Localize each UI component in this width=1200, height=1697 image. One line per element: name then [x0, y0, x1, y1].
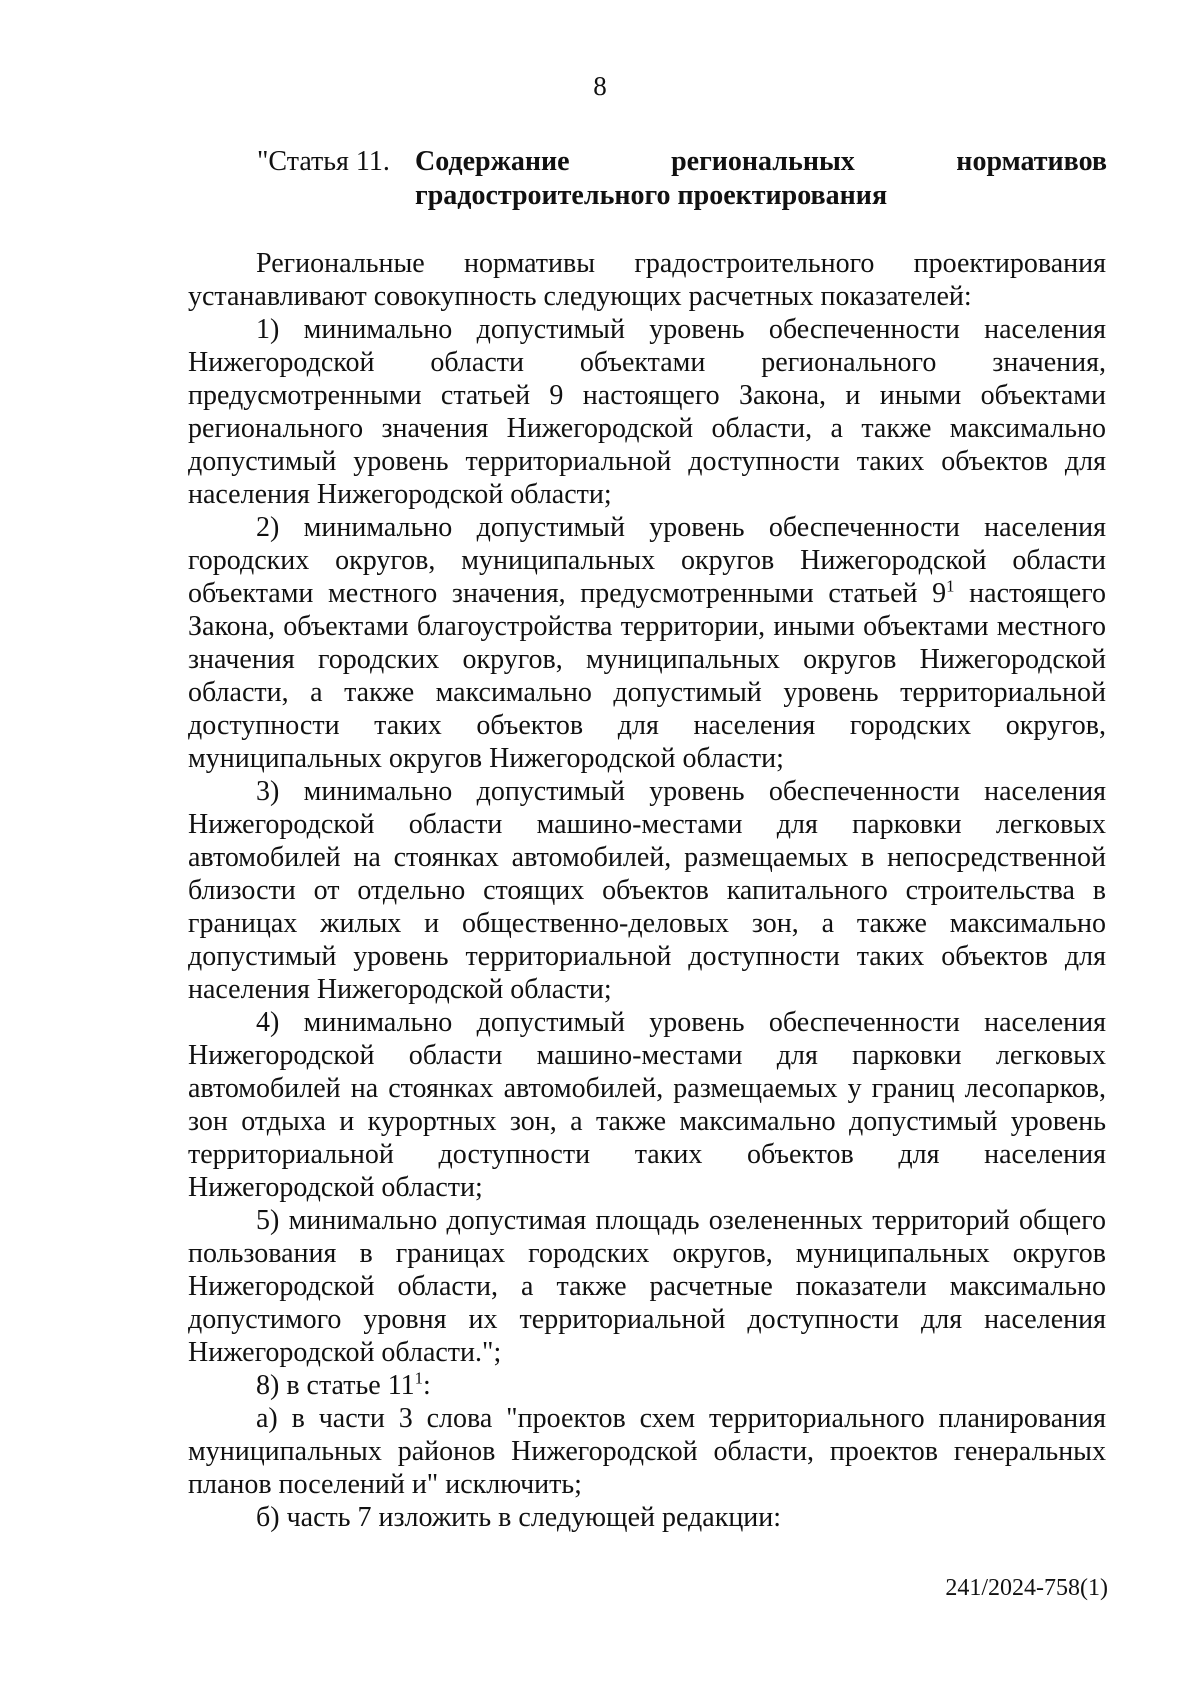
list-item-1: 1) минимально допустимый уровень обеспеченности населения Нижегородской области объектами регионального значения, предусмотренными статьей 9 настоящего Закона, и иными объектами регионального значения Нижегородской области, а также максимально допустимый уровень территориальной доступности таких объектов для населения Нижегородской области;: [188, 314, 1106, 510]
article-title-line-2: градостроительного проектирования: [415, 180, 888, 211]
superscript: 1: [414, 1368, 424, 1388]
list-item-4: 4) минимально допустимый уровень обеспеченности населения Нижегородской области машино-местами для парковки легковых автомобилей на стоянках автомобилей, размещаемых у границ лесопарков, зон отдыха и курортных зон, а также максимально допустимый уровень территориальной доступности таких объектов для населения Нижегородской области;: [188, 1007, 1106, 1203]
list-item-2: [188, 511, 1106, 775]
list-item-5: 5) минимально допустимая площадь озелененных территорий общего пользования в границах городских округов, муниципальных округов Нижегородской области, а также расчетные показатели максимально допустимого уровня их территориальной доступности для населения Нижегородской области.";: [188, 1205, 1106, 1368]
amendment-item-8-text: 8) в статье 11: [256, 1370, 415, 1401]
list-item-3: 3) минимально допустимый уровень обеспеченности населения Нижегородской области машино-местами для парковки легковых автомобилей на стоянках автомобилей, размещаемых в непосредственной близости от отдельно стоящих объектов капитального строительства в границах жилых и общественно-деловых зон, а также максимально допустимый уровень территориальной доступности таких объектов для населения Нижегородской области;: [188, 776, 1106, 1005]
list-item-2-text-start: 2) минимально допустимый уровень обеспеченности населения городских округов, муниципальных округов Нижегородской области объектами местного значения, предусмотренными статьей 9: [188, 512, 1106, 609]
intro-paragraph: Региональные нормативы градостроительного проектирования устанавливают совокупность следующих расчетных показателей:: [188, 248, 1106, 312]
page-number: 8: [593, 71, 607, 101]
article-prefix: "Статья 11.: [257, 146, 390, 177]
amendment-subitem-b: б) часть 7 изложить в следующей редакции:: [256, 1502, 782, 1533]
amendment-item-8-colon: :: [423, 1370, 431, 1401]
superscript: 1: [946, 576, 955, 596]
article-title-line-1: Содержание региональных нормативов: [415, 146, 1107, 177]
article-title: [415, 145, 1107, 213]
amendment-subitem-a: а) в части 3 слова "проектов схем территориального планирования муниципальных районов Нижегородской области, проектов генеральных планов поселений и" исключить;: [188, 1403, 1106, 1500]
list-item-2-text-end: настоящего Закона, объектами благоустройства территории, иными объектами местного значения городских округов, муниципальных округов Нижегородской области, а также максимально допустимый уровень территориальной доступности таких объектов для населения городских округов, муниципальных округов Нижегородской области;: [188, 578, 1106, 774]
article-body: [188, 247, 1106, 1534]
amendment-item-8: [188, 1369, 1106, 1402]
document-code: 241/2024-758(1): [945, 1575, 1108, 1601]
